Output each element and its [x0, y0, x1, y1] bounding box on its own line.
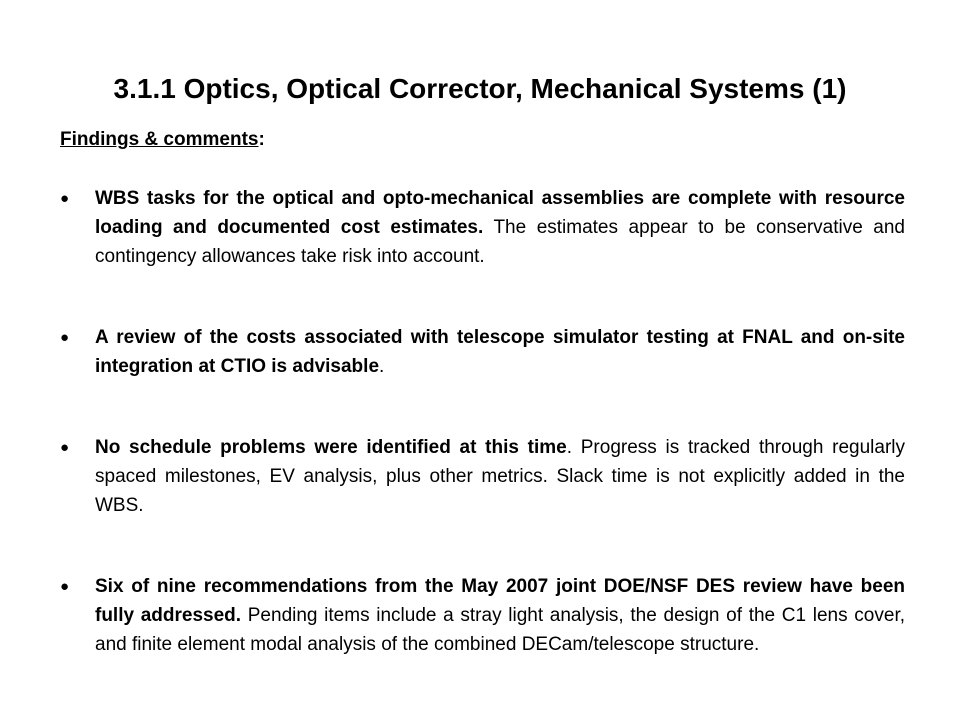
finding-text: Pending items include a stray light analysis, the design of the C1 lens cover, and finite element modal analysis of the combined DECam/telescope structure.	[95, 605, 905, 655]
finding-bold-text: Six of nine recommendations from the May 2007 joint DOE/NSF DES review have been fully addressed.	[95, 576, 905, 626]
finding-item	[60, 572, 905, 659]
finding-text: The estimates appear to be conservative and contingency allowances take risk into account.	[95, 217, 905, 267]
bullet-dot-icon: ●	[60, 329, 70, 346]
finding-item	[60, 433, 905, 520]
bullet-dot-icon: ●	[60, 578, 70, 595]
bullet-dot-icon: ●	[60, 190, 70, 207]
findings-list	[60, 184, 905, 659]
finding-bold-text: WBS tasks for the optical and opto-mechanical assemblies are complete with resource loading and documented cost estimates.	[95, 188, 905, 238]
finding-text: . Progress is tracked through regularly spaced milestones, EV analysis, plus other metrics. Slack time is not explicitly added in the WBS.	[95, 437, 905, 516]
finding-bold-text: A review of the costs associated with telescope simulator testing at FNAL and on-site integration at CTIO is advisable	[95, 327, 905, 377]
section-heading-colon: :	[258, 129, 265, 150]
finding-text: .	[379, 356, 385, 377]
slide-title: 3.1.1 Optics, Optical Corrector, Mechanical Systems (1)	[113, 73, 847, 104]
finding-item	[60, 184, 905, 271]
section-heading	[60, 128, 265, 152]
section-heading-label: Findings & comments	[60, 129, 259, 150]
bullet-dot-icon: ●	[60, 439, 70, 456]
finding-bold-text: No schedule problems were identified at this time	[95, 437, 567, 458]
finding-item	[60, 323, 905, 381]
